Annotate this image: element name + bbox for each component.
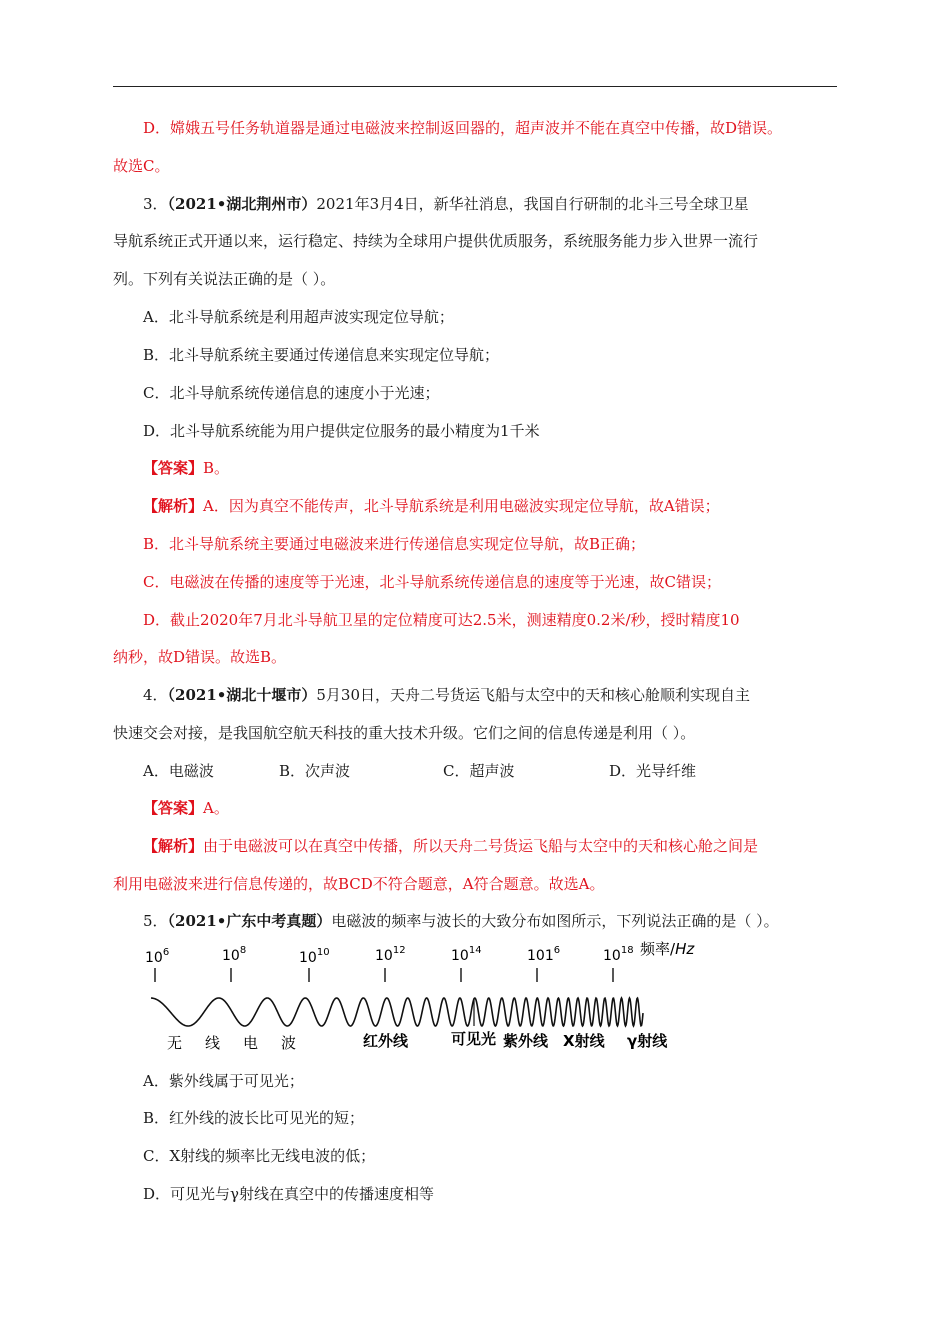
question-3-analysis-1: [143, 496, 720, 516]
frequency-axis-label: 频率/Hz: [640, 940, 695, 958]
question-3-line-2: 导航系统正式开通以来，运行稳定、持续为全球用户提供优质服务，系统服务能力步入世界一流行: [113, 232, 759, 250]
question-3-analysis-3: C．电磁波在传播的速度等于光速，北斗导航系统传递信息的速度等于光速，故C错误；: [143, 573, 721, 591]
question-3-text-a: 2021年3月4日，新华社消息，我国自行研制的北斗三号全球卫星: [316, 195, 749, 213]
em-wave: [151, 998, 643, 1026]
freq-tick-1: $10^6$: [145, 947, 170, 966]
freq-tick-4: $10^{12}$: [375, 945, 406, 964]
band-gamma: γ射线: [627, 1032, 668, 1050]
freq-tick-5: $10^{14}$: [451, 945, 482, 964]
question-3-option-c: C．北斗导航系统传递信息的速度小于光速；: [143, 384, 440, 402]
band-uv: 紫外线: [503, 1032, 549, 1050]
question-4-number: 4．: [143, 686, 168, 704]
freq-tick-6: $101^6$: [527, 945, 561, 964]
question-3-line-3: 列。下列有关说法正确的是（ ）。: [113, 270, 336, 288]
question-5-option-d: D．可见光与γ射线在真空中的传播速度相等: [143, 1185, 434, 1203]
question-3-analysis-5: 纳秒，故D错误。故选B。: [113, 648, 287, 666]
question-3-option-d: D．北斗导航系统能为用户提供定位服务的最小精度为1千米: [143, 422, 540, 440]
question-3-answer: [143, 458, 229, 478]
band-xray: X射线: [563, 1032, 605, 1050]
answer-value: B。: [203, 459, 230, 477]
band-visible: 可见光: [451, 1030, 497, 1048]
question-5-option-b: B．红外线的波长比可见光的短；: [143, 1109, 365, 1127]
question-4-options: [143, 761, 743, 781]
freq-tick-7: $10^{18}$: [603, 945, 634, 964]
answer-tag: 【答案】: [143, 799, 204, 817]
question-4-line-1: [143, 685, 750, 705]
band-radio: 无 线 电 波: [167, 1034, 301, 1052]
question-3-analysis-2: B．北斗导航系统主要通过电磁波来进行传递信息实现定位导航，故B正确；: [143, 535, 646, 553]
question-5-line-1: [143, 911, 779, 931]
question-5-option-a: A．紫外线属于可见光；: [143, 1072, 304, 1090]
question-5-source: （2021•广东中考真题）: [167, 912, 332, 930]
question-4-answer: [143, 798, 229, 818]
question-3-source: （2021•湖北荆州市）: [167, 195, 317, 213]
question-3-option-b: B．北斗导航系统主要通过传递信息来实现定位导航；: [143, 346, 500, 364]
answer-value: A。: [203, 799, 229, 817]
prev-analysis-d: D．嫦娥五号任务轨道器是通过电磁波来控制返回器的，超声波并不能在真空中传播，故D错误。: [143, 119, 783, 137]
question-5-text-a: 电磁波的频率与波长的大致分布如图所示，下列说法正确的是（ ）。: [331, 912, 779, 930]
analysis-text: A．因为真空不能传声，北斗导航系统是利用电磁波实现定位导航，故A错误；: [203, 497, 720, 515]
analysis-tag: 【解析】: [143, 837, 204, 855]
answer-tag: 【答案】: [143, 459, 204, 477]
question-4-text-a: 5月30日，天舟二号货运飞船与太空中的天和核心舱顺利实现自主: [316, 686, 751, 704]
question-4-option-b: B．次声波: [279, 762, 351, 780]
analysis-tag: 【解析】: [143, 497, 204, 515]
question-4-option-d: D．光导纤维: [609, 762, 697, 780]
question-4-analysis-2: 利用电磁波来进行信息传递的，故BCD不符合题意，A符合题意。故选A。: [113, 875, 605, 893]
question-3-line-1: [143, 194, 749, 214]
question-4-source: （2021•湖北十堰市）: [167, 686, 317, 704]
question-4-line-2: 快速交会对接，是我国航空航天科技的重大技术升级。它们之间的信息传递是利用（ ）。: [113, 724, 696, 742]
question-5-number: 5．: [143, 912, 168, 930]
freq-tick-2: $10^8$: [222, 945, 247, 964]
analysis-text: 由于电磁波可以在真空中传播，所以天舟二号货运飞船与太空中的天和核心舱之间是: [203, 837, 759, 855]
band-labels: [167, 1030, 668, 1052]
question-3-option-a: A．北斗导航系统是利用超声波实现定位导航；: [143, 308, 454, 326]
tick-marks: [155, 968, 613, 982]
em-spectrum-diagram: [143, 938, 703, 1058]
question-4-option-c: C．超声波: [443, 762, 515, 780]
prev-conclusion: 故选C。: [113, 157, 170, 175]
question-4-analysis-1: [143, 836, 758, 856]
question-5-option-c: C．X射线的频率比无线电波的低；: [143, 1147, 376, 1165]
header-rule: [113, 86, 837, 87]
question-4-option-a: A．电磁波: [143, 762, 214, 780]
band-infrared: 红外线: [363, 1032, 409, 1050]
question-3-analysis-4: D．截止2020年7月北斗导航卫星的定位精度可达2.5米，测速精度0.2米/秒，授时精度10: [143, 611, 740, 629]
freq-tick-3: $10^{10}$: [299, 947, 330, 966]
frequency-ticks: [145, 940, 695, 966]
question-3-number: 3．: [143, 195, 168, 213]
